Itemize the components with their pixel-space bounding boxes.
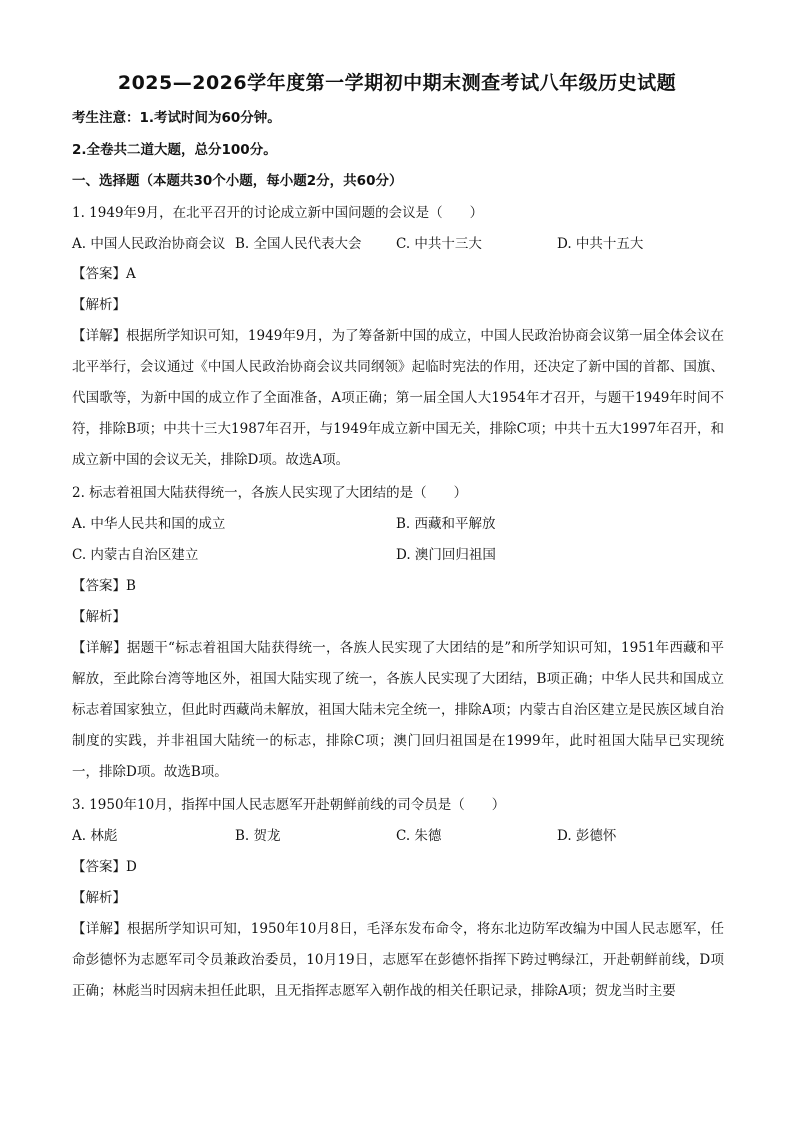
question-3-answer: 【答案】D [72, 859, 137, 875]
section-heading: 一、选择题（本题共30个小题，每小题2分，共60分） [72, 173, 403, 189]
question-3-option-a: A. 林彪 [72, 828, 118, 844]
question-2-option-c: C. 内蒙古自治区建立 [72, 547, 199, 563]
question-1-stem: 1. 1949年9月，在北平召开的讨论成立新中国问题的会议是（ ） [72, 205, 484, 221]
question-1-analysis-label: 【解析】 [72, 297, 126, 313]
question-2-option-d: D. 澳门回归祖国 [396, 547, 496, 563]
question-3-detail: 【详解】根据所学知识可知，1950年10月8日，毛泽东发布命令，将东北边防军改编为中国人民志愿军，任命彭德怀为志愿军司令员兼政治委员，10月19日，志愿军在彭德怀指挥下跨过鸭绿江，开赴朝鲜前线，D项正确；林彪当时因病未担任此职，且无指挥志愿军入朝作战的相关任职记录，排除A项；贺龙当时主要 [72, 921, 724, 999]
question-3-option-b: B. 贺龙 [235, 828, 281, 844]
question-2-detail: 【详解】据题干“标志着祖国大陆获得统一，各族人民实现了大团结的是”和所学知识可知，1951年西藏和平解放，至此除台湾等地区外，祖国大陆实现了统一，各族人民实现了大团结，B项正确；中华人民共和国成立标志着国家独立，但此时西藏尚未解放，祖国大陆未完全统一，排除A项；内蒙古自治区建立是民族区域自治制度的实践，并非祖国大陆统一的标志，排除C项；澳门回归祖国是在1999年，此时祖国大陆早已实现统一，排除D项。故选B项。 [72, 640, 724, 780]
question-2-option-a: A. 中华人民共和国的成立 [72, 516, 226, 532]
question-1-option-b: B. 全国人民代表大会 [235, 236, 362, 252]
question-3-option-d: D. 彭德怀 [557, 828, 617, 844]
question-1-answer: 【答案】A [72, 266, 136, 282]
question-1-option-a: A. 中国人民政治协商会议 [72, 236, 226, 252]
question-2-stem: 2. 标志着祖国大陆获得统一，各族人民实现了大团结的是（ ） [72, 485, 468, 501]
question-2-analysis-label: 【解析】 [72, 609, 126, 625]
question-2-answer: 【答案】B [72, 578, 136, 594]
question-3-stem: 3. 1950年10月，指挥中国人民志愿军开赴朝鲜前线的司令员是（ ） [72, 797, 506, 813]
exam-note-score: 2.全卷共二道大题，总分100分。 [72, 142, 277, 158]
question-3-analysis-label: 【解析】 [72, 890, 126, 906]
exam-note-time: 考生注意：1.考试时间为60分钟。 [72, 110, 281, 126]
question-3-option-c: C. 朱德 [396, 828, 442, 844]
page-title: 2025—2026学年度第一学期初中期末测查考试八年级历史试题 [117, 72, 677, 94]
question-1-option-d: D. 中共十五大 [557, 236, 644, 252]
question-1-option-c: C. 中共十三大 [396, 236, 482, 252]
question-1-detail: 【详解】根据所学知识可知，1949年9月，为了筹备新中国的成立，中国人民政治协商会议第一届全体会议在北平举行，会议通过《中国人民政治协商会议共同纲领》起临时宪法的作用，还决定了新中国的首都、国旗、代国歌等，为新中国的成立作了全面准备，A项正确；第一届全国人大1954年才召开，与题干1949年时间不符，排除B项；中共十三大1987年召开，与1949年成立新中国无关，排除C项；中共十五大1997年召开，和成立新中国的会议无关，排除D项。故选A项。 [72, 328, 724, 468]
question-2-option-b: B. 西藏和平解放 [396, 516, 496, 532]
